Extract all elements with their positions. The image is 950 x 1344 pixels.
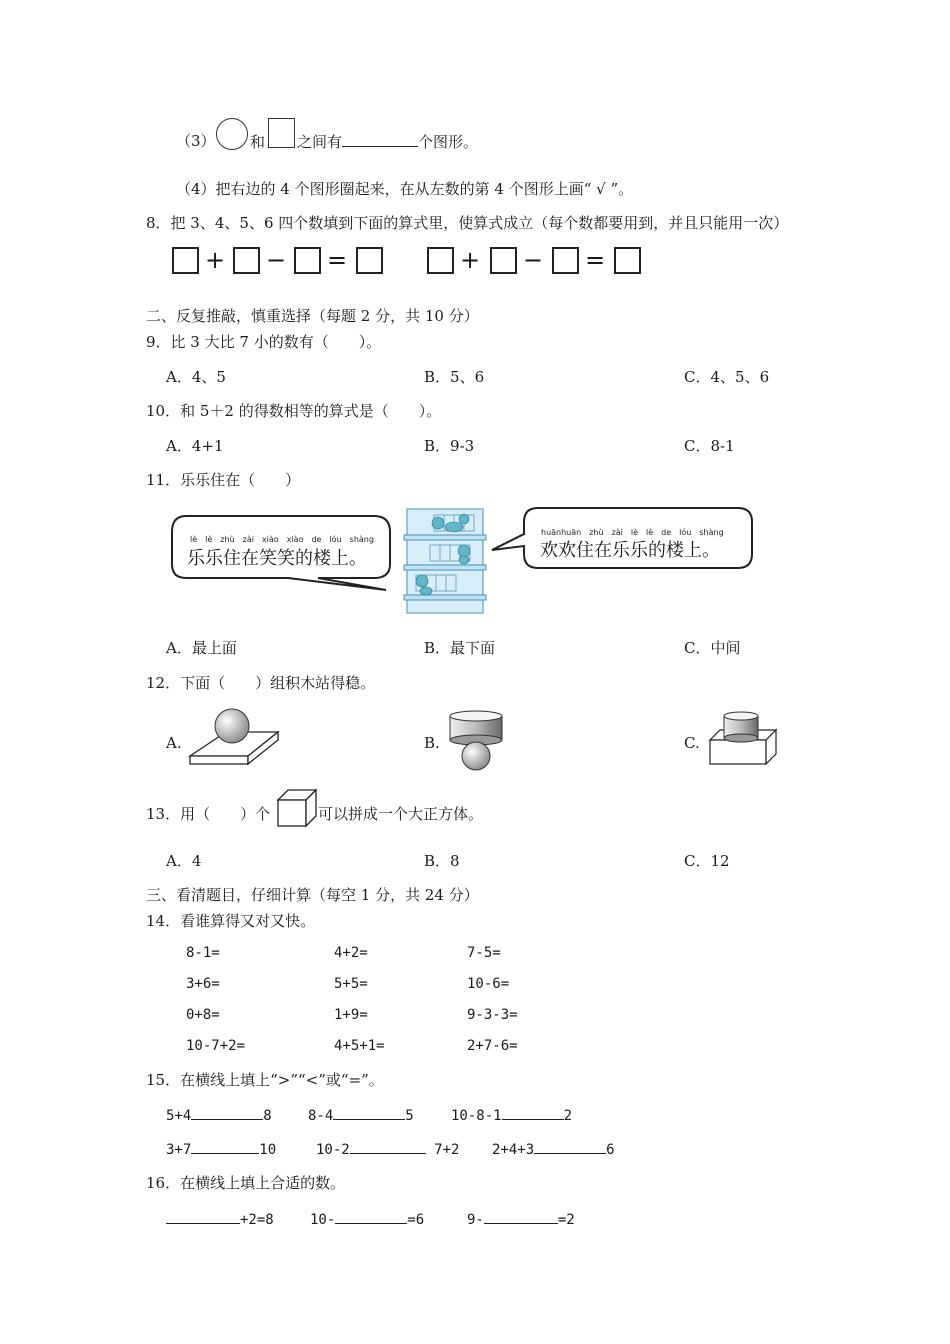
q15-right: 10	[259, 1142, 277, 1158]
q11-option-b[interactable]: B．最下面	[424, 639, 496, 657]
q14-item[interactable]: 9-3-3=	[467, 1007, 518, 1023]
q7-part3-end-text: 个图形。	[418, 133, 479, 151]
q15-blank[interactable]	[191, 1139, 259, 1154]
q7-part3-number: （3）	[176, 132, 216, 150]
q8-box[interactable]	[172, 247, 199, 274]
q11-right-pinyin: huānhuān zhù zài lè lè de lóu shàng	[541, 528, 724, 537]
q16-blank[interactable]	[335, 1209, 407, 1224]
section3-title: 三、看清题目，仔细计算（每空 1 分，共 24 分）	[146, 886, 479, 904]
q15-blank[interactable]	[333, 1105, 405, 1120]
q8-text: 8．把 3、4、5、6 四个数填到下面的算式里，使算式成立（每个数都要用到，并且只能用一次）	[146, 214, 789, 232]
q16-blank[interactable]	[166, 1209, 240, 1224]
q15-blank[interactable]	[534, 1139, 606, 1154]
q15-right: 2	[563, 1108, 573, 1124]
q11-left-text: 乐乐住在笑笑的楼上。	[187, 548, 367, 569]
q7-part3	[176, 131, 216, 151]
minus-sign: −	[266, 246, 287, 274]
q13-option-c[interactable]: C．12	[684, 852, 730, 870]
q14-item[interactable]: 4+5+1=	[334, 1038, 385, 1054]
q15-item	[308, 1105, 414, 1124]
q13-text-pre: 13．用（ ）个	[146, 805, 271, 823]
q8-box[interactable]	[294, 247, 321, 274]
equals-sign: =	[585, 246, 606, 274]
section2-title: 二、反复推敲，慎重选择（每题 2 分，共 10 分）	[146, 307, 479, 325]
equals-sign: =	[327, 246, 348, 274]
q11-text: 11．乐乐住在（ ）	[146, 471, 301, 489]
q12-sphere-on-slab-icon	[186, 706, 282, 768]
q15-blank[interactable]	[502, 1105, 564, 1120]
q15-right: 6	[606, 1142, 615, 1158]
q10-option-c[interactable]: C．8-1	[684, 437, 735, 455]
q8-box[interactable]	[552, 247, 579, 274]
q7-part4: （4）把右边的 4 个图形圈起来，在从左数的第 4 个图形上画“ √ ”。	[176, 180, 634, 198]
q8-box[interactable]	[356, 247, 383, 274]
plus-sign: +	[205, 246, 226, 274]
q7-part3-and: 和	[250, 133, 266, 151]
q13-option-b[interactable]: B．8	[424, 852, 460, 870]
q12-cylinder-on-box-icon	[706, 710, 778, 768]
q14-item[interactable]: 10-7+2=	[186, 1038, 246, 1054]
q15-item	[166, 1139, 276, 1158]
q12-text: 12．下面（ ）组积木站得稳。	[146, 674, 376, 692]
q15-right: 7+2	[425, 1142, 460, 1158]
plus-sign: +	[460, 246, 481, 274]
q12-option-b[interactable]: B.	[424, 734, 440, 752]
cube-icon	[276, 788, 318, 828]
q11-option-c[interactable]: C．中间	[684, 639, 741, 657]
q15-text: 15．在横线上填上“>”“<”或“=”。	[146, 1071, 384, 1089]
q7-part3-blank[interactable]	[342, 132, 418, 147]
q16-right: =6	[407, 1212, 425, 1228]
q11-right-text: 欢欢住在乐乐的楼上。	[540, 540, 720, 561]
q15-left: 2+4+3	[492, 1142, 535, 1158]
q16-left: 9-	[467, 1212, 484, 1228]
q16-text: 16．在横线上填上合适的数。	[146, 1174, 346, 1192]
q15-left: 8-4	[308, 1108, 334, 1124]
q15-right: 5	[405, 1108, 414, 1124]
q14-item[interactable]: 10-6=	[467, 976, 510, 992]
q9-option-b[interactable]: B．5、6	[424, 368, 485, 386]
q14-item[interactable]: 1+9=	[334, 1007, 368, 1023]
q14-item[interactable]: 5+5=	[334, 976, 368, 992]
q14-text: 14．看谁算得又对又快。	[146, 912, 316, 930]
q16-left: 10-	[310, 1212, 336, 1228]
q15-item	[451, 1105, 572, 1124]
q14-item[interactable]: 2+7-6=	[467, 1038, 518, 1054]
q8-box[interactable]	[233, 247, 260, 274]
q10-text: 10．和 5＋2 的得数相等的算式是（ ）。	[146, 402, 442, 420]
q15-left: 10-8-1	[451, 1108, 502, 1124]
q15-left: 5+4	[166, 1108, 192, 1124]
q7-part3-between	[297, 132, 478, 152]
q14-item[interactable]: 8-1=	[186, 945, 220, 961]
q15-item	[492, 1139, 615, 1158]
q9-option-c[interactable]: C．4、5、6	[684, 368, 770, 386]
q12-option-c[interactable]: C.	[684, 734, 700, 752]
q16-item	[467, 1209, 575, 1228]
q15-left: 10-2	[316, 1142, 350, 1158]
q10-option-b[interactable]: B．9-3	[424, 437, 475, 455]
q16-right: +2=8	[240, 1212, 274, 1228]
q16-item	[166, 1209, 274, 1228]
q8-box[interactable]	[490, 247, 517, 274]
q14-item[interactable]: 0+8=	[186, 1007, 220, 1023]
q14-item[interactable]: 4+2=	[334, 945, 368, 961]
q13-option-a[interactable]: A．4	[166, 852, 202, 870]
q12-cylinder-on-sphere-icon	[446, 710, 506, 772]
q15-blank[interactable]	[350, 1139, 426, 1154]
q13-text-post: 可以拼成一个大正方体。	[318, 805, 484, 823]
q11-building	[402, 505, 488, 617]
q12-option-a[interactable]: A.	[166, 734, 182, 752]
circle-icon	[216, 118, 248, 150]
q16-right: =2	[557, 1212, 575, 1228]
q16-item	[310, 1209, 424, 1228]
q15-left: 3+7	[166, 1142, 192, 1158]
q14-item[interactable]: 3+6=	[186, 976, 220, 992]
square-icon	[268, 118, 295, 148]
q8-box[interactable]	[614, 247, 641, 274]
q8-box[interactable]	[427, 247, 454, 274]
q13-text	[146, 804, 270, 824]
q15-blank[interactable]	[191, 1105, 263, 1120]
q15-item	[166, 1105, 272, 1124]
q16-blank[interactable]	[484, 1209, 558, 1224]
q9-text: 9．比 3 大比 7 小的数有（ ）。	[146, 333, 382, 351]
minus-sign: −	[523, 246, 544, 274]
q11-option-a[interactable]: A．最上面	[166, 639, 237, 657]
q10-option-a[interactable]: A．4+1	[166, 437, 224, 455]
q14-item[interactable]: 7-5=	[467, 945, 501, 961]
q7-part3-between-text: 之间有	[297, 133, 343, 151]
q15-right: 8	[263, 1108, 272, 1124]
q15-item	[316, 1139, 459, 1158]
q9-option-a[interactable]: A．4、5	[166, 368, 226, 386]
q11-left-pinyin: lè lè zhù zài xiào xiào de lóu shàng	[190, 535, 374, 544]
